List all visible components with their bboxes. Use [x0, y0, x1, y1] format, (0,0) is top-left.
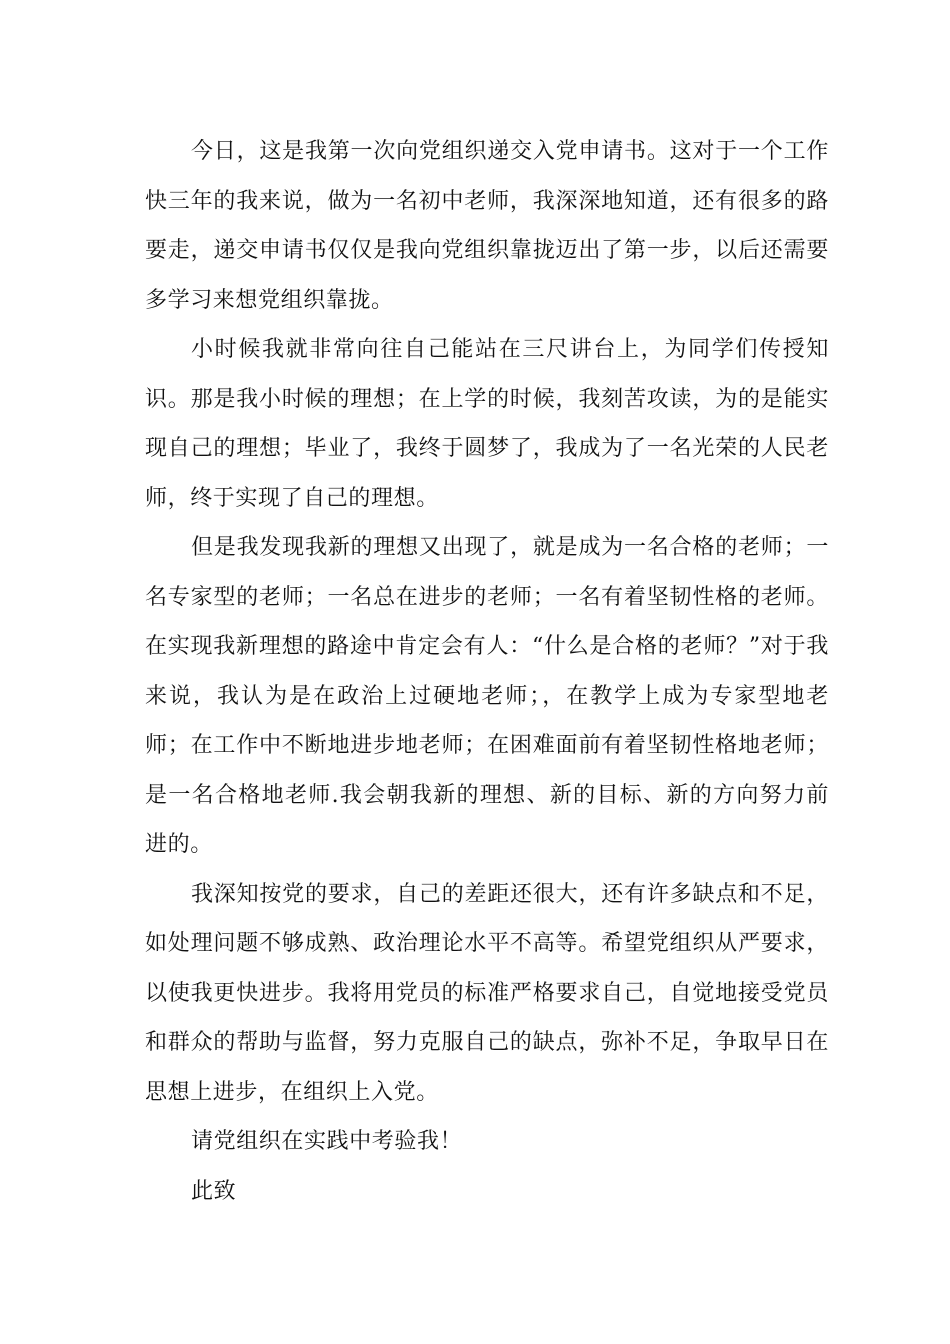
- paragraph-childhood-dream: 小时候我就非常向往自己能站在三尺讲台上，为同学们传授知识。那是我小时候的理想；在上学的时候，我刻苦攻读，为的是能实现自己的理想；毕业了，我终于圆梦了，我成为了一名光荣的人民老师，终于实现了自己的理想。: [145, 337, 829, 511]
- paragraph-new-ideal: 但是我发现我新的理想又出现了，就是成为一名合格的老师；一名专家型的老师；一名总在进步的老师；一名有着坚韧性格的老师。在实现我新理想的路途中肯定会有人：“什么是合格的老师？”对于我来说，我认为是在政治上过硬地老师；，在教学上成为专家型地老师；在工作中不断地进步地老师；在困难面前有着坚韧性格地老师；是一名合格地老师.我会朝我新的理想、新的目标、新的方向努力前进的。: [145, 535, 829, 857]
- paragraph-request: 请党组织在实践中考验我！: [191, 1129, 463, 1154]
- letter-body: [145, 127, 829, 1216]
- paragraph-closing: 此致: [191, 1178, 237, 1204]
- paragraph-intro: 今日，这是我第一次向党组织递交入党申请书。这对于一个工作快三年的我来说，做为一名初中老师，我深深地知道，还有很多的路要走，递交申请书仅仅是我向党组织靠拢迈出了第一步，以后还需要多学习来想党组织靠拢。: [145, 139, 829, 313]
- paragraph-self-assessment: 我深知按党的要求，自己的差距还很大，还有许多缺点和不足，如处理问题不够成熟、政治理论水平不高等。希望党组织从严要求，以使我更快进步。我将用党员的标准严格要求自己，自觉地接受党员和群众的帮助与监督，努力克服自己的缺点，弥补不足，争取早日在思想上进步，在组织上入党。: [145, 881, 829, 1105]
